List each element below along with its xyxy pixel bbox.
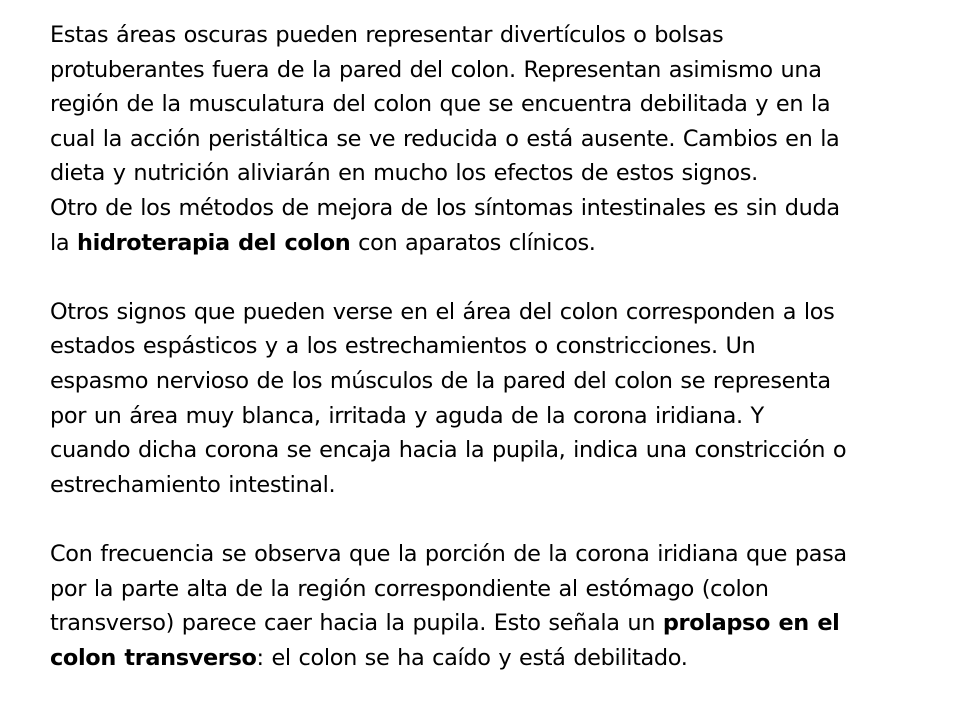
text-line — [50, 122, 930, 157]
bold-term-hidroterapia: hidroterapia del colon — [77, 229, 351, 256]
text-run: transverso) parece caer hacia la pupila. Esto señala un — [50, 610, 663, 637]
text-line — [50, 468, 930, 503]
text-run: : el colon se ha caído y está debilitado. — [256, 644, 688, 671]
text-line — [50, 87, 930, 122]
text-line — [50, 226, 930, 261]
text-run: estados espásticos y a los estrechamientos o constricciones. Un — [50, 333, 756, 360]
text-run: Otros signos que pueden verse en el área del colon corresponden a los — [50, 298, 835, 325]
text-run: Otro de los métodos de mejora de los síntomas intestinales es sin duda — [50, 194, 840, 221]
text-run: estrechamiento intestinal. — [50, 471, 336, 498]
text-line — [50, 329, 930, 364]
text-run: región de la musculatura del colon que se encuentra debilitada y en la — [50, 91, 831, 118]
text-line — [50, 191, 930, 226]
text-line — [50, 537, 930, 572]
text-run: protuberantes fuera de la pared del colon. Representan asimismo una — [50, 56, 822, 83]
text-line — [50, 572, 930, 607]
body-text — [50, 18, 930, 675]
text-run: la — [50, 229, 78, 256]
text-run: cuando dicha corona se encaja hacia la pupila, indica una constricción o — [50, 437, 847, 464]
text-run: espasmo nervioso de los músculos de la pared del colon se representa — [50, 367, 831, 394]
text-line — [50, 156, 930, 191]
text-run: cual la acción peristáltica se ve reducida o está ausente. Cambios en la — [50, 125, 840, 152]
text-run: por un área muy blanca, irritada y aguda de la corona iridiana. Y — [50, 402, 764, 429]
text-line — [50, 53, 930, 88]
text-run: Estas áreas oscuras pueden representar divertículos o bolsas — [50, 22, 724, 48]
text-run: Con frecuencia se observa que la porción de la corona iridiana que pasa — [50, 540, 847, 567]
text-run: por la parte alta de la región correspondiente al estómago (colon — [50, 575, 769, 602]
paragraph-spacer — [50, 260, 930, 295]
text-line — [50, 364, 930, 399]
text-line — [50, 433, 930, 468]
bold-term-colon-transverso: colon transverso — [50, 644, 257, 671]
text-line — [50, 641, 930, 676]
paragraph-spacer — [50, 502, 930, 537]
bold-term-prolapso: prolapso en el — [662, 610, 840, 637]
text-line — [50, 18, 930, 53]
text-line — [50, 295, 930, 330]
text-run: dieta y nutrición aliviarán en mucho los efectos de estos signos. — [50, 160, 758, 187]
text-line — [50, 606, 930, 641]
text-line — [50, 399, 930, 434]
text-run: con aparatos clínicos. — [350, 229, 596, 256]
